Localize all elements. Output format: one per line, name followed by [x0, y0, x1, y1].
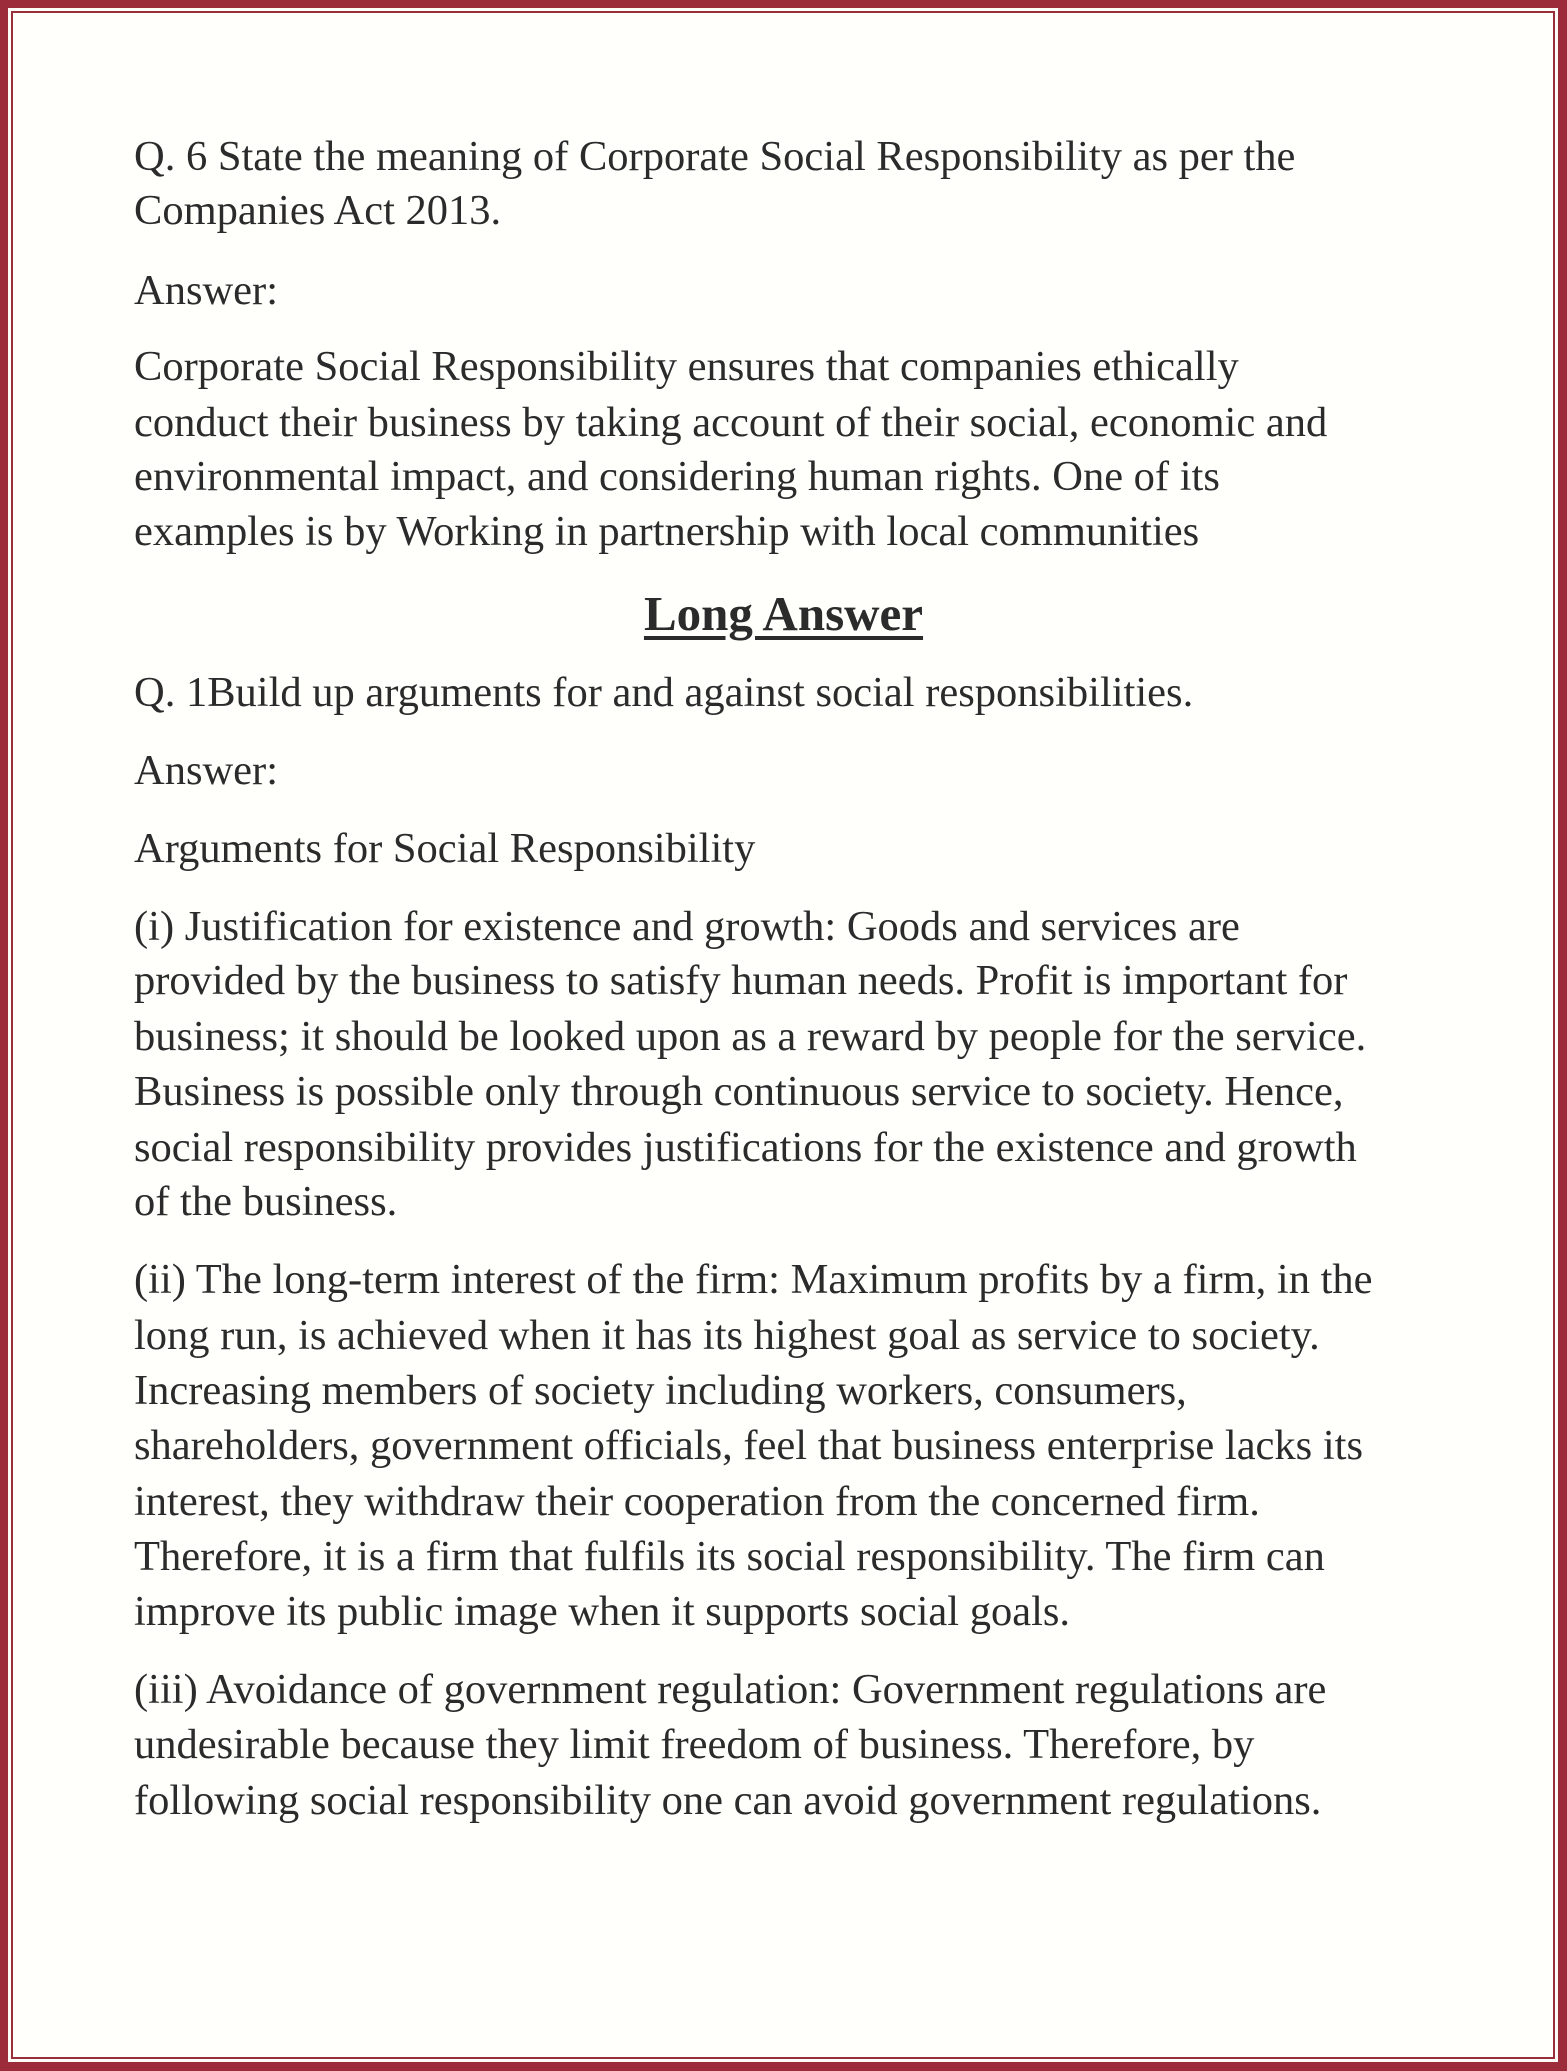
point-2-line-3: Increasing members of society including workers, consumers,	[134, 1367, 1187, 1414]
point-2-line-4: shareholders, government officials, feel that business enterprise lacks its	[134, 1422, 1363, 1469]
q6-answer-line-3: environmental impact, and considering human rights. One of its	[134, 453, 1220, 500]
section-heading	[0, 584, 1567, 644]
q6-answer-line-1: Corporate Social Responsibility ensures that companies ethically	[134, 343, 1239, 390]
q1-answer-label: Answer:	[134, 747, 278, 794]
point-1-line-1: (i) Justification for existence and growth: Goods and services are	[134, 903, 1240, 950]
point-2-line-5: interest, they withdraw their cooperation from the concerned firm.	[134, 1478, 1260, 1525]
q1-subheading: Arguments for Social Responsibility	[134, 825, 756, 872]
point-1-line-4: Business is possible only through continuous service to society. Hence,	[134, 1068, 1344, 1115]
point-1-line-6: of the business.	[134, 1178, 398, 1225]
q6-answer-line-2: conduct their business by taking account of their social, economic and	[134, 399, 1328, 446]
point-3-line-3: following social responsibility one can avoid government regulations.	[134, 1777, 1322, 1824]
point-1-line-3: business; it should be looked upon as a reward by people for the service.	[134, 1013, 1367, 1060]
point-2-line-7: improve its public image when it supports social goals.	[134, 1588, 1071, 1635]
point-1-line-2: provided by the business to satisfy human needs. Profit is important for	[134, 957, 1348, 1004]
section-heading-text: Long Answer	[643, 586, 924, 641]
q6-answer-label: Answer:	[134, 267, 278, 314]
q6-answer-line-4: examples is by Working in partnership with local communities	[134, 508, 1200, 555]
q1-question: Q. 1Build up arguments for and against social responsibilities.	[134, 669, 1194, 716]
point-2-line-2: long run, is achieved when it has its highest goal as service to society.	[134, 1312, 1320, 1359]
point-1-line-5: social responsibility provides justifications for the existence and growth	[134, 1124, 1357, 1171]
q6-question-line-2: Companies Act 2013.	[134, 187, 502, 234]
point-2-line-6: Therefore, it is a firm that fulfils its social responsibility. The firm can	[134, 1533, 1325, 1580]
point-2-line-1: (ii) The long-term interest of the firm: Maximum profits by a firm, in the	[134, 1256, 1373, 1303]
point-3-line-2: undesirable because they limit freedom of business. Therefore, by	[134, 1721, 1255, 1768]
point-3-line-1: (iii) Avoidance of government regulation: Government regulations are	[134, 1666, 1327, 1713]
q6-question-line-1: Q. 6 State the meaning of Corporate Social Responsibility as per the	[134, 133, 1296, 180]
